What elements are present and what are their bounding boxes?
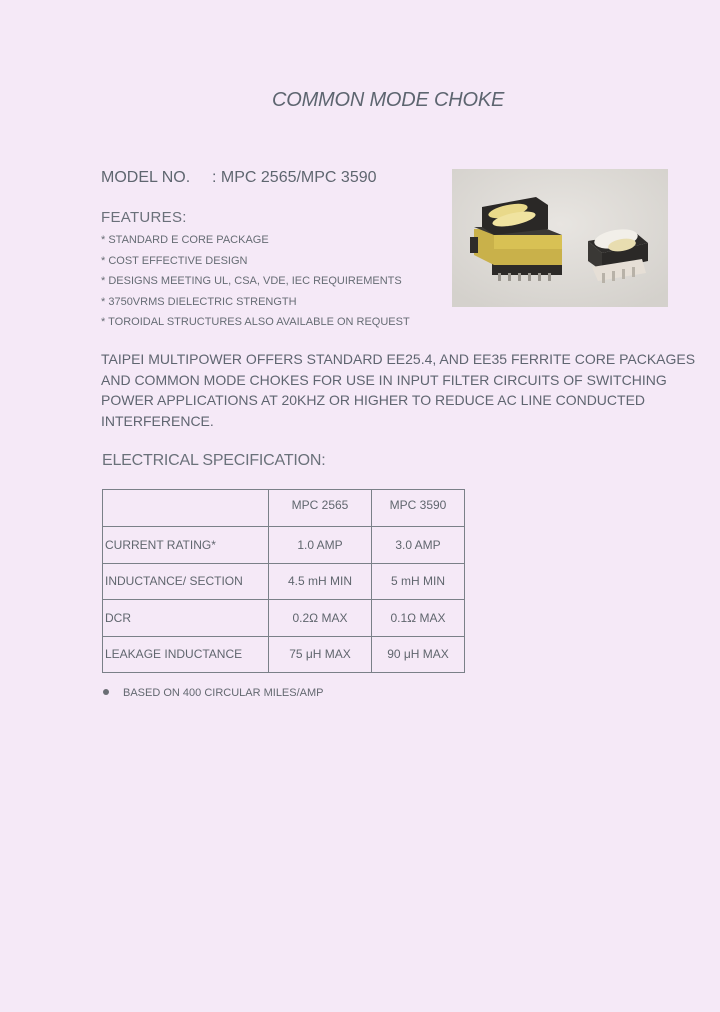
header-cell <box>103 490 269 527</box>
description-line: INTERFERENCE. <box>101 412 214 429</box>
cell-value: 75 μH MAX <box>269 636 372 673</box>
cell-value: 5 mH MIN <box>372 563 465 600</box>
cell-value: 0.2Ω MAX <box>269 600 372 637</box>
feature-item: * COST EFFECTIVE DESIGN <box>101 254 248 267</box>
table-row <box>103 563 465 600</box>
header-cell: MPC 2565 <box>269 490 372 527</box>
model-label: MODEL NO. <box>101 169 191 186</box>
model-number <box>101 169 377 187</box>
features-heading: FEATURES: <box>101 209 187 226</box>
cell-value: 1.0 AMP <box>269 527 372 564</box>
cell-value: 0.1Ω MAX <box>372 600 465 637</box>
page-title: COMMON MODE CHOKE <box>272 89 505 111</box>
header-cell: MPC 3590 <box>372 490 465 527</box>
table-row <box>103 636 465 673</box>
feature-item: * DESIGNS MEETING UL, CSA, VDE, IEC REQUIREMENTS <box>101 275 402 287</box>
table-header-row <box>103 490 465 527</box>
row-label: LEAKAGE INDUCTANCE <box>103 636 269 673</box>
footnote <box>103 687 324 699</box>
bullet-icon <box>103 689 109 695</box>
description-line: POWER APPLICATIONS AT 20KHZ OR HIGHER TO REDUCE AC LINE CONDUCTED <box>101 392 646 408</box>
footnote-text: BASED ON 400 CIRCULAR MILES/AMP <box>123 687 324 699</box>
description-line: AND COMMON MODE CHOKES FOR USE IN INPUT FILTER CIRCUITS OF SWITCHING <box>101 371 667 388</box>
product-description <box>101 349 701 431</box>
choke-illustration-icon <box>452 169 668 307</box>
row-label: DCR <box>103 600 269 637</box>
feature-item: * TOROIDAL STRUCTURES ALSO AVAILABLE ON REQUEST <box>101 316 410 328</box>
cell-value: 3.0 AMP <box>372 527 465 564</box>
cell-value: 4.5 mH MIN <box>269 563 372 600</box>
table-row <box>103 600 465 637</box>
feature-item: * 3750VRMS DIELECTRIC STRENGTH <box>101 295 297 308</box>
description-line: TAIPEI MULTIPOWER OFFERS STANDARD EE25.4, AND EE35 FERRITE CORE PACKAGES <box>101 351 696 367</box>
features-list <box>101 232 410 335</box>
spec-table <box>102 489 465 673</box>
feature-item: * STANDARD E CORE PACKAGE <box>101 234 269 246</box>
row-label: CURRENT RATING* <box>103 527 269 564</box>
table-row <box>103 527 465 564</box>
spec-heading: ELECTRICAL SPECIFICATION: <box>102 452 326 469</box>
cell-value: 90 μH MAX <box>372 636 465 673</box>
product-photo <box>452 169 668 307</box>
model-value: : MPC 2565/MPC 3590 <box>212 169 377 186</box>
row-label: INDUCTANCE/ SECTION <box>103 563 269 600</box>
